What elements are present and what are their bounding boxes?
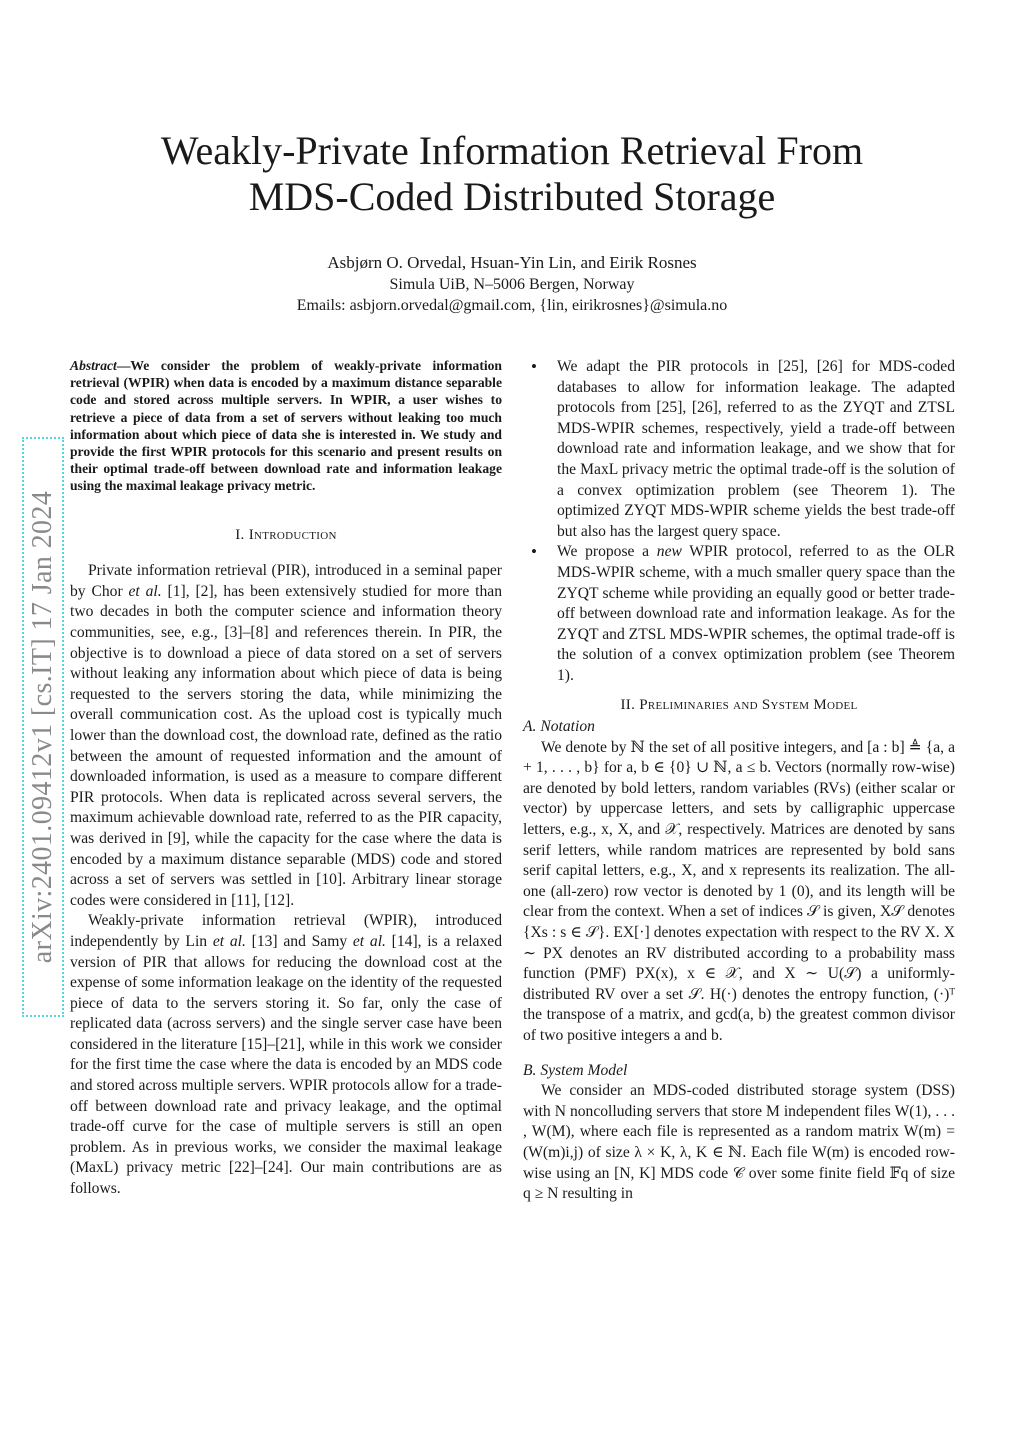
abstract-text: —We consider the problem of weakly-private information retrieval (WPIR) when data is encoded by a maximum distance separable code and stored across multiple servers. In WPIR, a user wishes to retrieve a piece of data from a set of servers without leaking too much information about which piece of data she is interested in. We study and provide the first WPIR protocols for this scenario and present results on their optimal trade-off between download rate and information leakage using the maximal leakage privacy metric. [70, 358, 502, 494]
text-run: [14], is a relaxed version of PIR that allows for reducing the download cost at the expense of some information leakage on the identity of the requested piece of data to the servers storing it. So far, only the case of replicated data (across servers) and the single server case have been considered in the literature [15]–[21], while in this work we consider for the first time the case where the data is encoded by an MDS code and stored across multiple servers. WPIR protocols allow for a trade-off between download rate and privacy leakage, and the optimal trade-off curve for the case of multiple servers is still an open problem. As in previous works, we consider the maximal leakage (MaxL) privacy metric [22]–[24]. Our main contributions are as follows. [70, 932, 502, 1198]
abstract-label: Abstract [70, 358, 117, 373]
text-run-italic: et al. [128, 582, 162, 600]
title-line-1: Weakly-Private Information Retrieval From [160, 128, 864, 173]
text-run: We propose a [557, 543, 657, 561]
text-run-italic: et al. [212, 932, 246, 950]
text-run: Weakly-private information retrieval (WPIR), introduced independently by Lin [70, 912, 502, 950]
text-run: [13] and Samy [245, 932, 353, 950]
right-column [523, 357, 955, 1205]
title-line-2: MDS-Coded Distributed Storage [248, 174, 776, 219]
section-number: II. [620, 696, 636, 713]
author-emails: Emails: asbjorn.orvedal@gmail.com, {lin, eirikrosnes}@simula.no [296, 297, 728, 314]
subsection-heading-notation: A. Notation [523, 718, 595, 736]
subsection-heading-system-model: B. System Model [523, 1061, 628, 1079]
contributions-list [523, 357, 955, 687]
system-model-paragraph: We consider an MDS-coded distributed storage system (DSS) with N noncolluding servers that store M independent files W(1), . . . , W(M), where each file is represented as a random matrix W(m) = (W(m)i,j) of size λ × K, λ, K ∈ ℕ. Each file W(m) is encoded row-wise using an [N, K] MDS code 𝒞 over some finite field 𝔽q of size q ≥ N resulting in [523, 1082, 955, 1203]
notation-paragraph: We denote by ℕ the set of all positive integers, and [a : b] ≜ {a, a + 1, . . . , b} for a, b ∈ {0} ∪ ℕ, a ≤ b. Vectors (normally row-wise) are denoted by bold letters, random variables (RVs) (either scalar or vector) by uppercase letters, and sets by calligraphic uppercase letters, e.g., x, X, and 𝒳, respectively. Matrices are denoted by sans serif letters, while random matrices are represented by bold sans serif capital letters, e.g., X, and x represents its realization. The all-one (all-zero) row vector is denoted by 1 (0), and its length will be clear from the context. When a set of indices 𝒮 is given, X𝒮 denotes {Xs : s ∈ 𝒮}. EX[·] denotes expectation with respect to the RV X. X ∼ PX denotes an RV distributed according to a probability mass function (PMF) PX(x), x ∈ 𝒳, and X ∼ U(𝒮) a uniformly-distributed RV over a set 𝒮. H(·) denotes the entropy function, (·)ᵀ the transpose of a matrix, and gcd(a, b) the greatest common divisor of two positive integers a and b. [523, 738, 955, 1044]
abstract [70, 357, 502, 495]
intro-paragraph-2 [70, 911, 502, 1199]
paper-title [0, 128, 1024, 220]
section-title: Introduction [248, 526, 337, 543]
text-run: Private information retrieval (PIR), introduced in a seminal paper by Chor [70, 562, 502, 600]
section-heading-introduction [70, 525, 502, 546]
contribution-text: We adapt the PIR protocols in [25], [26] for MDS-coded databases to allow for information leakage. The adapted protocols from [25], [26], referred to as the ZYQT and ZTSL MDS-WPIR schemes, respectively, yield a trade-off between download rate and information leakage, and we show that for the MaxL privacy metric the optimal trade-off is the solution of a convex optimization problem (see Theorem 1). The optimized ZYQT MDS-WPIR scheme yields the best trade-off but also has the largest query space. [557, 358, 955, 540]
text-run: WPIR protocol, referred to as the OLR MDS-WPIR scheme, with a much smaller query space than the ZYQT scheme while providing an equally good or better trade-off between download rate and information leakage. As for the ZYQT and ZTSL MDS-WPIR schemes, the optimal trade-off is the solution of a convex optimization problem (see Theorem 1). [557, 543, 955, 684]
intro-paragraph-1 [70, 561, 502, 911]
author-names: Asbjørn O. Orvedal, Hsuan-Yin Lin, and Eirik Rosnes [327, 253, 697, 272]
section-heading-preliminaries [523, 695, 955, 716]
arxiv-identifier: arXiv:2401.09412v1 [cs.IT] 17 Jan 2024 [27, 490, 58, 964]
text-run: [1], [2], has been extensively studied for more than two decades in both the computer science and information theory communities, see, e.g., [3]–[8] and references therein. In PIR, the objective is to download a piece of data stored on a set of servers without leaking any information about which piece of data is being requested to the servers storing the data, while minimizing the overall communication cost. As the upload cost is typically much lower than the download cost, the download rate, defined as the ratio between the amount of requested information and the amount of downloaded information, is used as a measure to compare different PIR protocols. When data is replicated across several servers, the maximum achievable download rate, referred to as the PIR capacity, was derived in [9], while the capacity for the case where the data is encoded by a maximum distance separable (MDS) code and stored across a set of servers was settled in [10]. Arbitrary linear storage codes were considered in [11], [12]. [70, 582, 502, 909]
arxiv-stamp [22, 437, 64, 1017]
left-column [70, 357, 502, 1200]
contribution-item [523, 357, 955, 542]
section-title: Preliminaries and System Model [639, 696, 858, 713]
section-number: I. [235, 526, 245, 543]
text-run-italic: et al. [352, 932, 386, 950]
author-block [0, 252, 1024, 316]
contribution-item [523, 542, 955, 686]
text-run-italic: new [656, 543, 682, 561]
affiliation: Simula UiB, N–5006 Bergen, Norway [389, 276, 635, 293]
